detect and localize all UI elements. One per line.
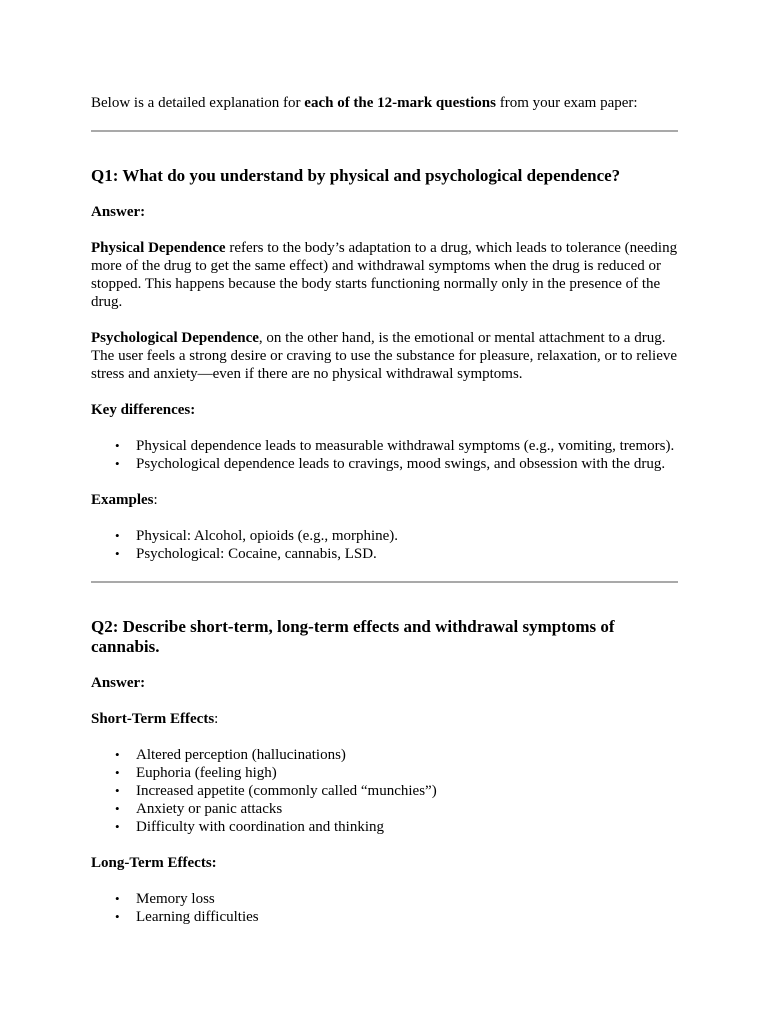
list-item [115, 545, 678, 563]
list-item-text: Euphoria (feeling high) [136, 765, 277, 781]
bullet-icon: • [115, 765, 120, 780]
q1-physical-text: refers to the body’s adaptation to a drug, which leads to tolerance (needing more of the drug to get the same effect) and withdrawal symptoms when the drug is reduced or stopped. This happens because the body starts functioning normally only in the presence of the drug. [91, 240, 678, 310]
list-item [115, 818, 678, 836]
bullet-icon: • [115, 528, 120, 543]
list-item-text: Altered perception (hallucinations) [136, 747, 346, 763]
list-item [115, 908, 678, 926]
q2-short-term-label [91, 710, 678, 728]
q1-answer-label: Answer: [91, 204, 146, 220]
q1-psychological-term: Psychological Dependence [91, 330, 259, 346]
bullet-icon: • [115, 891, 120, 906]
q1-psychological-text: , on the other hand, is the emotional or mental attachment to a drug. The user feels a strong desire or craving to use the substance for pleasure, relaxation, or to relieve stress and anxiety—even if there are no physical withdrawal symptoms. [91, 330, 678, 382]
bullet-icon: • [115, 456, 120, 471]
intro-paragraph [91, 94, 678, 112]
list-item-text: Difficulty with coordination and thinking [136, 819, 385, 835]
list-item [115, 764, 678, 782]
list-item [115, 782, 678, 800]
q1-examples-label-text: Examples [91, 492, 154, 508]
list-item [115, 890, 678, 908]
bullet-icon: • [115, 909, 120, 924]
q2-short-term-label-text: Short-Term Effects [91, 711, 215, 727]
list-item-text: Physical: Alcohol, opioids (e.g., morphine). [136, 528, 399, 544]
q2-long-term-label: Long-Term Effects: [91, 855, 217, 871]
list-item [115, 455, 678, 473]
q2-short-term-colon: : [214, 711, 219, 727]
q1-examples-label [91, 491, 678, 509]
bullet-icon: • [115, 546, 120, 561]
section-divider [91, 130, 678, 132]
q1-key-differences-label: Key differences: [91, 402, 196, 418]
question-1-section [91, 166, 678, 563]
list-item [115, 746, 678, 764]
list-item-text: Psychological: Cocaine, cannabis, LSD. [136, 546, 377, 562]
bullet-icon: • [115, 801, 120, 816]
q1-examples-colon: : [153, 492, 158, 508]
q1-physical-term: Physical Dependence [91, 240, 226, 256]
list-item-text: Memory loss [136, 891, 215, 907]
intro-text-bold: each of the 12-mark questions [304, 95, 496, 111]
section-divider [91, 581, 678, 583]
q2-long-term-list [91, 890, 678, 926]
list-item [115, 800, 678, 818]
q1-physical-paragraph [91, 239, 678, 311]
q2-short-term-list [91, 746, 678, 836]
list-item [115, 527, 678, 545]
q2-answer-label: Answer: [91, 675, 146, 691]
q1-psychological-paragraph [91, 329, 678, 383]
q1-examples-list [91, 527, 678, 563]
intro-text-pre: Below is a detailed explanation for [91, 95, 305, 111]
bullet-icon: • [115, 783, 120, 798]
question-2-section [91, 617, 678, 926]
list-item [115, 437, 678, 455]
question-1-title: Q1: What do you understand by physical and psychological dependence? [91, 166, 621, 185]
list-item-text: Increased appetite (commonly called “munchies”) [136, 783, 437, 799]
bullet-icon: • [115, 438, 120, 453]
list-item-text: Anxiety or panic attacks [136, 801, 283, 817]
question-2-title: Q2: Describe short-term, long-term effects and withdrawal symptoms of cannabis. [91, 617, 615, 656]
intro-text-post: from your exam paper: [495, 95, 638, 111]
bullet-icon: • [115, 747, 120, 762]
document-page [91, 94, 678, 944]
q1-key-differences-list [91, 437, 678, 473]
list-item-text: Learning difficulties [136, 909, 259, 925]
list-item-text: Psychological dependence leads to cravings, mood swings, and obsession with the drug. [136, 456, 666, 472]
bullet-icon: • [115, 819, 120, 834]
list-item-text: Physical dependence leads to measurable withdrawal symptoms (e.g., vomiting, tremors). [136, 438, 675, 454]
